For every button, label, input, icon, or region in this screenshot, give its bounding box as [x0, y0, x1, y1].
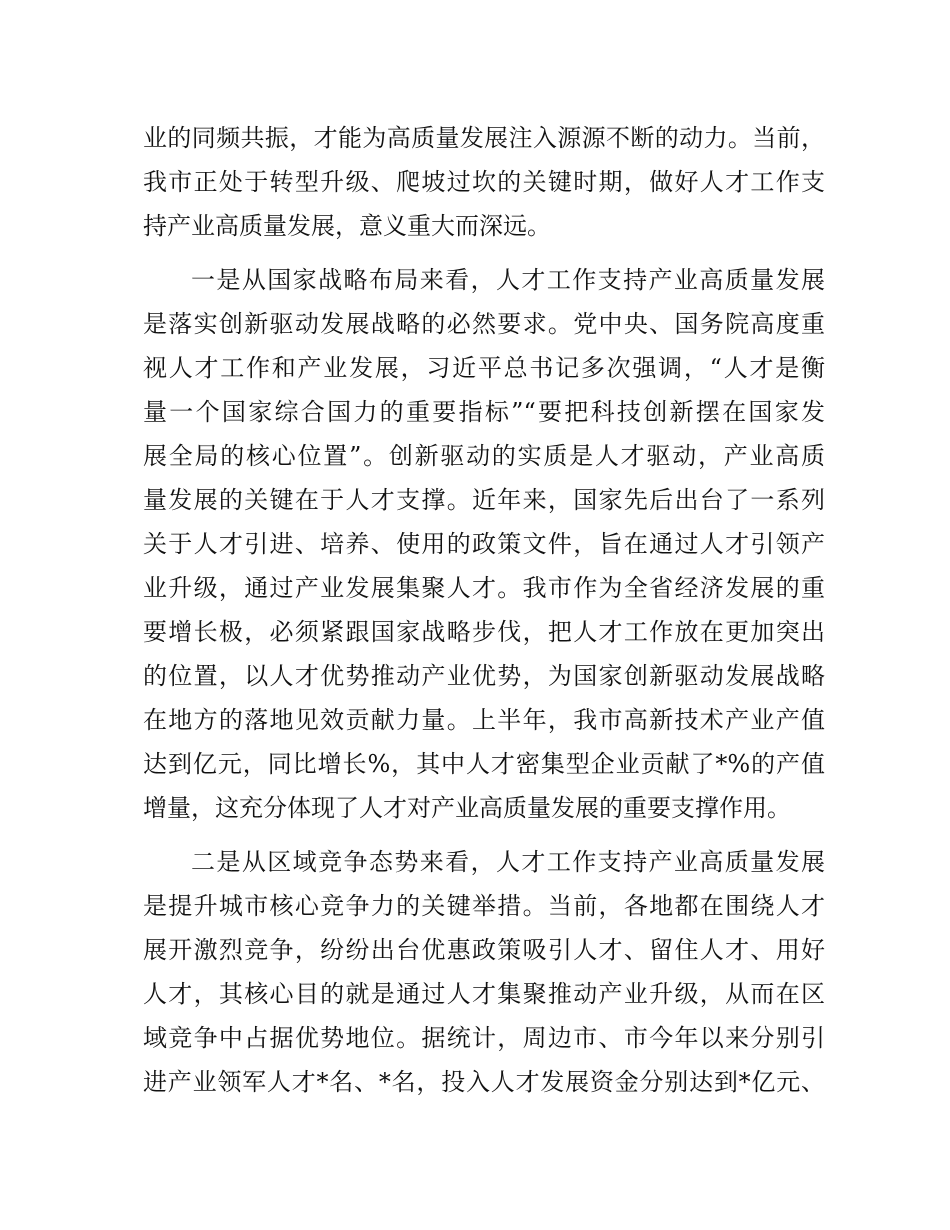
text-line: 达到亿元，同比增长%，其中人才密集型企业贡献了*%的产值 [143, 750, 825, 778]
text-line: 进产业领军人才*名、*名，投入人才发展资金分别达到*亿元、 [143, 1068, 825, 1096]
text-line: 量一个国家综合国力的重要指标”“要把科技创新摆在国家发 [143, 398, 825, 426]
paragraph-3 [143, 840, 825, 1104]
text-line: 持产业高质量发展，意义重大而深远。 [143, 212, 551, 240]
text-line: 量发展的关键在于人才支撑。近年来，国家先后出台了一系列 [143, 486, 825, 514]
text-line: 一是从国家战略布局来看，人才工作支持产业高质量发展 [191, 266, 825, 294]
text-line: 要增长极，必须紧跟国家战略步伐，把人才工作放在更加突出 [143, 618, 825, 646]
document-body [143, 116, 825, 1114]
text-line: 业的同频共振，才能为高质量发展注入源源不断的动力。当前， [143, 124, 825, 152]
paragraph-1 [143, 116, 825, 248]
text-line: 的位置，以人才优势推动产业优势，为国家创新驱动发展战略 [143, 662, 825, 690]
text-line: 我市正处于转型升级、爬坡过坎的关键时期，做好人才工作支 [143, 168, 825, 196]
text-line: 增量，这充分体现了人才对产业高质量发展的重要支撑作用。 [143, 794, 791, 822]
text-line: 业升级，通过产业发展集聚人才。我市作为全省经济发展的重 [143, 574, 825, 602]
text-line: 展全局的核心位置”。创新驱动的实质是人才驱动，产业高质 [143, 442, 825, 470]
text-line: 是落实创新驱动发展战略的必然要求。党中央、国务院高度重 [143, 310, 825, 338]
text-line: 二是从区域竞争态势来看，人才工作支持产业高质量发展 [191, 848, 825, 876]
text-line: 人才，其核心目的就是通过人才集聚推动产业升级，从而在区 [143, 980, 825, 1008]
text-line: 是提升城市核心竞争力的关键举措。当前，各地都在围绕人才 [143, 892, 825, 920]
text-line: 展开激烈竞争，纷纷出台优惠政策吸引人才、留住人才、用好 [143, 936, 825, 964]
text-line: 关于人才引进、培养、使用的政策文件，旨在通过人才引领产 [143, 530, 825, 558]
text-line: 视人才工作和产业发展，习近平总书记多次强调，“人才是衡 [143, 354, 825, 382]
text-line: 域竞争中占据优势地位。据统计，周边市、市今年以来分别引 [143, 1024, 825, 1052]
paragraph-2 [143, 258, 825, 830]
text-line: 在地方的落地见效贡献力量。上半年，我市高新技术产业产值 [143, 706, 825, 734]
